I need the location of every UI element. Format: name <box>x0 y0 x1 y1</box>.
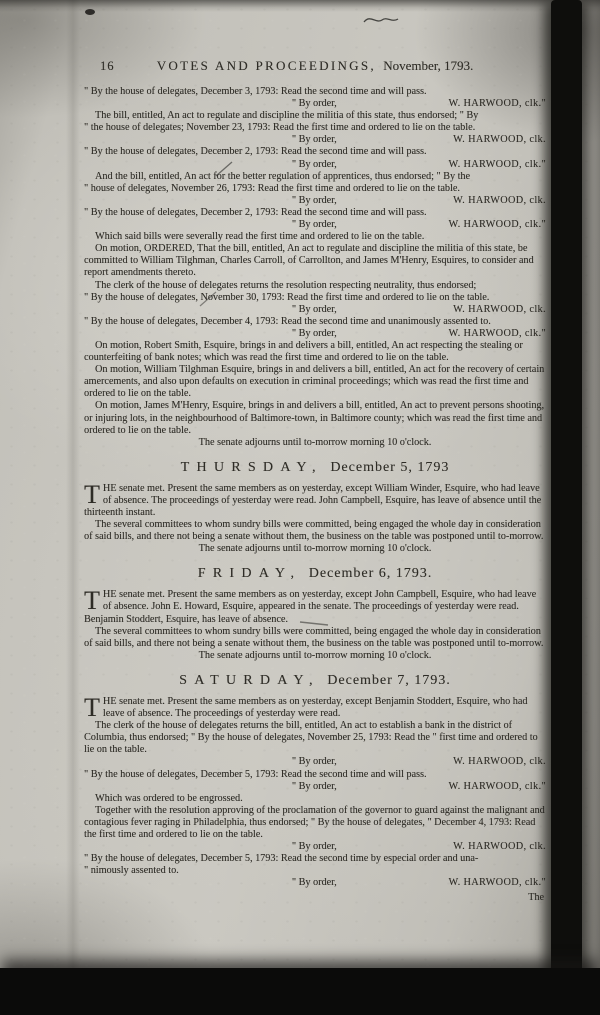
adjournment-text: The senate adjourns until to-morrow morning 10 o'clock. <box>198 436 432 448</box>
endorsement-text: " nimously assented to. <box>84 865 179 877</box>
clerk-signature: W. HARWOOD, clk. <box>453 841 546 853</box>
adjournment-line <box>84 543 546 555</box>
paragraph-text: The several committees to whom sundry bills were committed, being engaged the whole day in consideration of said bills, and there not being a senate without them, the business on the table was postponed until to-morrow. <box>84 625 544 649</box>
by-order-spacer <box>84 841 292 853</box>
clerk-signature: W. HARWOOD, clk. <box>453 134 546 146</box>
endorsement-text: " house of delegates, November 26, 1793: Read the first time and ordered to lie on the table. <box>84 182 460 194</box>
by-order-line <box>84 756 546 768</box>
paragraph-text: And the bill, entitled, An act for the better regulation of apprentices, thus endorsed; " By the <box>95 170 471 182</box>
paragraph <box>84 793 546 805</box>
adjournment-line <box>84 650 546 662</box>
paragraph <box>84 231 546 243</box>
adjournment-text: The senate adjourns until to-morrow morning 10 o'clock. <box>198 649 432 661</box>
by-order-line <box>84 841 546 853</box>
endorsement-text: " By the house of delegates, December 5, 1793: Read the second time and will pass. <box>84 768 427 780</box>
paragraph <box>84 364 546 400</box>
text-blocks <box>84 86 546 905</box>
paragraph <box>84 720 546 756</box>
drop-capital: T <box>84 586 100 616</box>
scan-edge-top <box>0 0 600 12</box>
adjournment-line <box>84 437 546 449</box>
day-heading <box>84 460 546 476</box>
clerk-signature: W. HARWOOD, clk." <box>448 780 546 792</box>
endorsement-text: " By the house of delegates, December 2, 1793: Read the second time and will pass. <box>84 206 427 218</box>
paragraph-text: The clerk of the house of delegates returns the resolution respecting neutrality, thus endorsed; <box>95 279 477 291</box>
paragraph-text: On motion, William Tilghman Esquire, brings in and delivers a bill, entitled, An act for the recovery of certain amercements, and also upon defaults on execution in criminal proceedings; which was read the first time and ordered to lie on the table. <box>84 364 545 400</box>
clerk-signature: W. HARWOOD, clk. <box>453 194 546 206</box>
by-order-line <box>84 219 546 231</box>
paragraph-text: Together with the resolution approving of the proclamation of the governor to guard against the malignant and contagious fever raging in Philadelphia, thus endorsed; " By the house of delegates, " December 4, 1793: Read the first time and ordered to lie on the table. <box>84 804 545 840</box>
by-order-label: " By order, <box>291 98 337 110</box>
endorsement-line <box>84 86 546 98</box>
by-order-label: " By order, <box>291 327 337 339</box>
by-order-label: " By order, <box>291 841 337 853</box>
paragraph <box>84 805 546 841</box>
clerk-signature: W. HARWOOD, clk." <box>448 877 546 889</box>
by-order-line <box>84 328 546 340</box>
endorsement-text: " By the house of delegates, December 3, 1793: Read the second time and will pass. <box>84 86 427 97</box>
heading-date: December 5, 1793 <box>330 459 450 475</box>
paragraph <box>84 400 546 436</box>
paragraph <box>84 171 546 183</box>
paragraph-text: On motion, James M'Henry, Esquire, brings in and delivers a bill, entitled, An act to prevent persons shooting, or injuring lots, in the neighbourhood of Baltimore-town, in Baltimore county; which was read the first time and ordered to lie on the table. <box>84 400 545 436</box>
dropcap-paragraph <box>84 586 546 625</box>
endorsement-line <box>84 865 546 877</box>
by-order-spacer <box>84 98 292 110</box>
clerk-signature: W. HARWOOD, clk. <box>453 303 546 315</box>
page-header <box>84 58 546 73</box>
scan-gutter-shadow <box>551 0 582 1015</box>
dropcap-text: HE senate met. Present the same members as on yesterday, except Benjamin Stoddert, Esquire, who had leave of absence. The proceedings of yesterday were read. <box>102 695 528 720</box>
by-order-label: " By order, <box>291 219 337 231</box>
day-name: THURSDAY, <box>180 459 323 475</box>
endorsement-line <box>84 316 546 328</box>
clerk-signature: W. HARWOOD, clk. <box>453 756 546 768</box>
day-name: SATURDAY, <box>179 672 320 688</box>
ink-blob <box>85 9 95 15</box>
by-order-label: " By order, <box>291 158 337 170</box>
day-heading <box>84 673 546 689</box>
by-order-spacer <box>84 219 292 231</box>
paragraph-text: The bill, entitled, An act to regulate and discipline the militia of this state, thus endorsed; " By <box>95 110 479 122</box>
paragraph-text: On motion, Robert Smith, Esquire, brings in and delivers a bill, entitled, An act respecting the stealing or counterfeiting of bank notes; which was read the first time and ordered to lie on the table. <box>84 339 523 364</box>
endorsement-line <box>84 207 546 219</box>
paragraph-text: On motion, ORDERED, That the bill, entitled, An act to regulate and discipline the militia of this state, be committed to William Tilghman, Charles Carroll, of Carrollton, and James M'Henry, Esquires, to consider and report amendments thereto. <box>84 243 534 279</box>
by-order-spacer <box>84 328 292 340</box>
endorsement-line <box>84 122 546 134</box>
paragraph <box>84 340 546 364</box>
endorsement-line <box>84 769 546 781</box>
page-title: VOTES AND PROCEEDINGS, <box>156 58 376 73</box>
by-order-label: " By order, <box>291 877 337 889</box>
paragraph-text: Which said bills were severally read the first time and ordered to lie on the table. <box>95 231 425 243</box>
drop-capital: T <box>84 479 100 509</box>
adjournment-text: The senate adjourns until to-morrow morning 10 o'clock. <box>198 543 432 555</box>
by-order-line <box>84 781 546 793</box>
paragraph <box>84 110 546 122</box>
by-order-line <box>84 134 546 146</box>
fold-shadow <box>66 0 80 1015</box>
endorsement-text: " the house of delegates; November 23, 1793: Read the first time and ordered to lie on the table. <box>84 122 476 134</box>
ink-squiggle <box>364 19 398 22</box>
by-order-line <box>84 159 546 171</box>
dropcap-text: HE senate met. Present the same members as on yesterday, except John Campbell, Esquire, who had leave of absence. John E. Howard, Esquire, appeared in the senate. The proceedings of yesterday were read. Benjamin Stoddert, Esquire, has leave of absence. <box>84 589 537 625</box>
endorsement-text: " By the house of delegates, December 2, 1793: Read the second time and will pass. <box>84 146 427 158</box>
paragraph-text: The several committees to whom sundry bills were committed, being engaged the whole day in consideration of said bills, and there not being a senate without them, the business on the table was postponed until to-morrow. <box>84 519 544 543</box>
dropcap-text: HE senate met. Present the same members as on yesterday, except William Winder, Esquire, who had leave of absence. The proceedings of yesterday were read. John Campbell, Esquire, has leave of absence until the thirteenth instant. <box>84 482 542 518</box>
dropcap-paragraph <box>84 692 546 722</box>
endorsement-line <box>84 853 546 865</box>
paragraph <box>84 243 546 279</box>
by-order-label: " By order, <box>291 194 337 206</box>
drop-capital: T <box>84 692 100 722</box>
by-order-label: " By order, <box>291 780 337 792</box>
paragraph <box>84 519 546 543</box>
by-order-spacer <box>84 159 292 171</box>
clerk-signature: W. HARWOOD, clk." <box>448 158 546 170</box>
day-name: FRIDAY, <box>197 566 302 582</box>
heading-date: December 6, 1793. <box>308 566 433 582</box>
clerk-signature: W. HARWOOD, clk." <box>448 98 546 110</box>
by-order-line <box>84 98 546 110</box>
by-order-spacer <box>84 195 292 207</box>
by-order-label: " By order, <box>291 303 337 315</box>
page-title-date: November, 1793. <box>383 58 474 73</box>
endorsement-line <box>84 292 546 304</box>
text-column <box>84 58 546 905</box>
endorsement-line <box>84 183 546 195</box>
endorsement-line <box>84 146 546 158</box>
by-order-line <box>84 304 546 316</box>
paragraph-text: The clerk of the house of delegates returns the bill, entitled, An act to establish a bank in the district of Columbia, thus endorsed; " By the house of delegates, November 25, 1793: Read the " first time and ordered to lie on the table. <box>84 720 538 756</box>
by-order-spacer <box>84 781 292 793</box>
catchword-text: The <box>528 892 544 904</box>
day-heading <box>84 566 546 582</box>
by-order-spacer <box>84 134 292 146</box>
page-number: 16 <box>100 59 115 73</box>
scan-edge-right <box>582 0 600 1015</box>
by-order-line <box>84 195 546 207</box>
endorsement-text: " By the house of delegates, November 30, 1793: Read the first time and ordered to lie on the table. <box>84 291 490 303</box>
dropcap-paragraph <box>84 479 546 519</box>
clerk-signature: W. HARWOOD, clk." <box>448 327 546 339</box>
by-order-spacer <box>84 304 292 316</box>
catchword <box>84 892 546 904</box>
by-order-spacer <box>84 756 292 768</box>
clerk-signature: W. HARWOOD, clk." <box>448 219 546 231</box>
by-order-label: " By order, <box>291 756 337 768</box>
paragraph <box>84 280 546 292</box>
by-order-spacer <box>84 877 292 889</box>
endorsement-text: " By the house of delegates, December 5, 1793: Read the second time by especial order and una- <box>84 853 479 865</box>
heading-date: December 7, 1793. <box>327 672 451 688</box>
endorsement-text: " By the house of delegates, December 4, 1793: Read the second time and unanimously assented to. <box>84 315 491 327</box>
scan-edge-bottom <box>0 968 600 1015</box>
by-order-label: " By order, <box>291 134 337 146</box>
paragraph <box>84 626 546 650</box>
paragraph-text: Which was ordered to be engrossed. <box>95 792 243 804</box>
by-order-line <box>84 877 546 889</box>
